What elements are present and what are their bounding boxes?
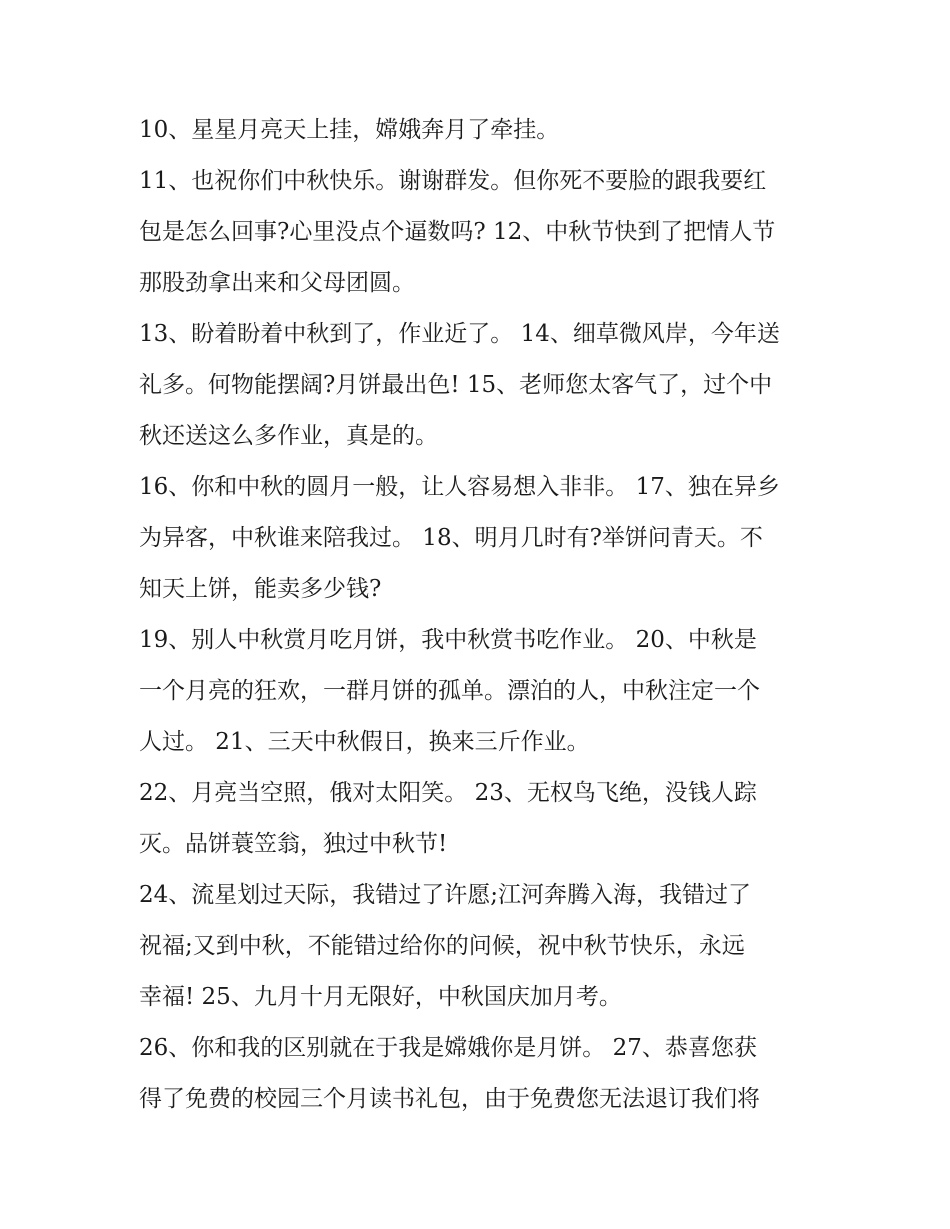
- document-body: [139, 105, 819, 1125]
- text-line: 24、流星划过天际，我错过了许愿;江河奔腾入海，我错过了: [139, 882, 752, 908]
- text-line: 为异客，中秋谁来陪我过。 18、明月几时有?举饼问青天。不: [139, 525, 763, 551]
- text-line: 16、你和中秋的圆月一般，让人容易想入非非。 17、独在异乡: [139, 474, 780, 500]
- text-line: 13、盼着盼着中秋到了，作业近了。 14、细草微风岸，今年送: [139, 321, 780, 347]
- text-line: 26、你和我的区别就在于我是嫦娥你是月饼。 27、恭喜您获: [139, 1035, 757, 1061]
- text-line: 那股劲拿出来和父母团圆。: [139, 270, 415, 296]
- text-line: 礼多。何物能摆阔?月饼最出色! 15、老师您太客气了，过个中: [139, 372, 773, 398]
- text-line: 秋还送这么多作业，真是的。: [139, 423, 438, 449]
- text-line: 知天上饼，能卖多少钱?: [139, 576, 382, 602]
- text-line: 一个月亮的狂欢，一群月饼的孤单。漂泊的人，中秋注定一个: [139, 678, 760, 704]
- text-line: 22、月亮当空照，俄对太阳笑。 23、无权鸟飞绝，没钱人踪: [139, 780, 757, 806]
- text-line: 包是怎么回事?心里没点个逼数吗? 12、中秋节快到了把情人节: [139, 219, 776, 245]
- text-line: 得了免费的校园三个月读书礼包，由于免费您无法退订我们将: [139, 1086, 760, 1112]
- text-line: 灭。品饼蓑笠翁，独过中秋节!: [139, 831, 448, 857]
- text-line: 人过。 21、三天中秋假日，换来三斤作业。: [139, 729, 590, 755]
- text-line: 19、别人中秋赏月吃月饼，我中秋赏书吃作业。 20、中秋是: [139, 627, 757, 653]
- text-line: 11、也祝你们中秋快乐。谢谢群发。但你死不要脸的跟我要红: [139, 168, 767, 194]
- text-line: 10、星星月亮天上挂，嫦娥奔月了牵挂。: [139, 117, 560, 143]
- text-line: 祝福;又到中秋，不能错过给你的问候，祝中秋节快乐，永远: [139, 933, 745, 959]
- text-line: 幸福! 25、九月十月无限好，中秋国庆加月考。: [139, 984, 622, 1010]
